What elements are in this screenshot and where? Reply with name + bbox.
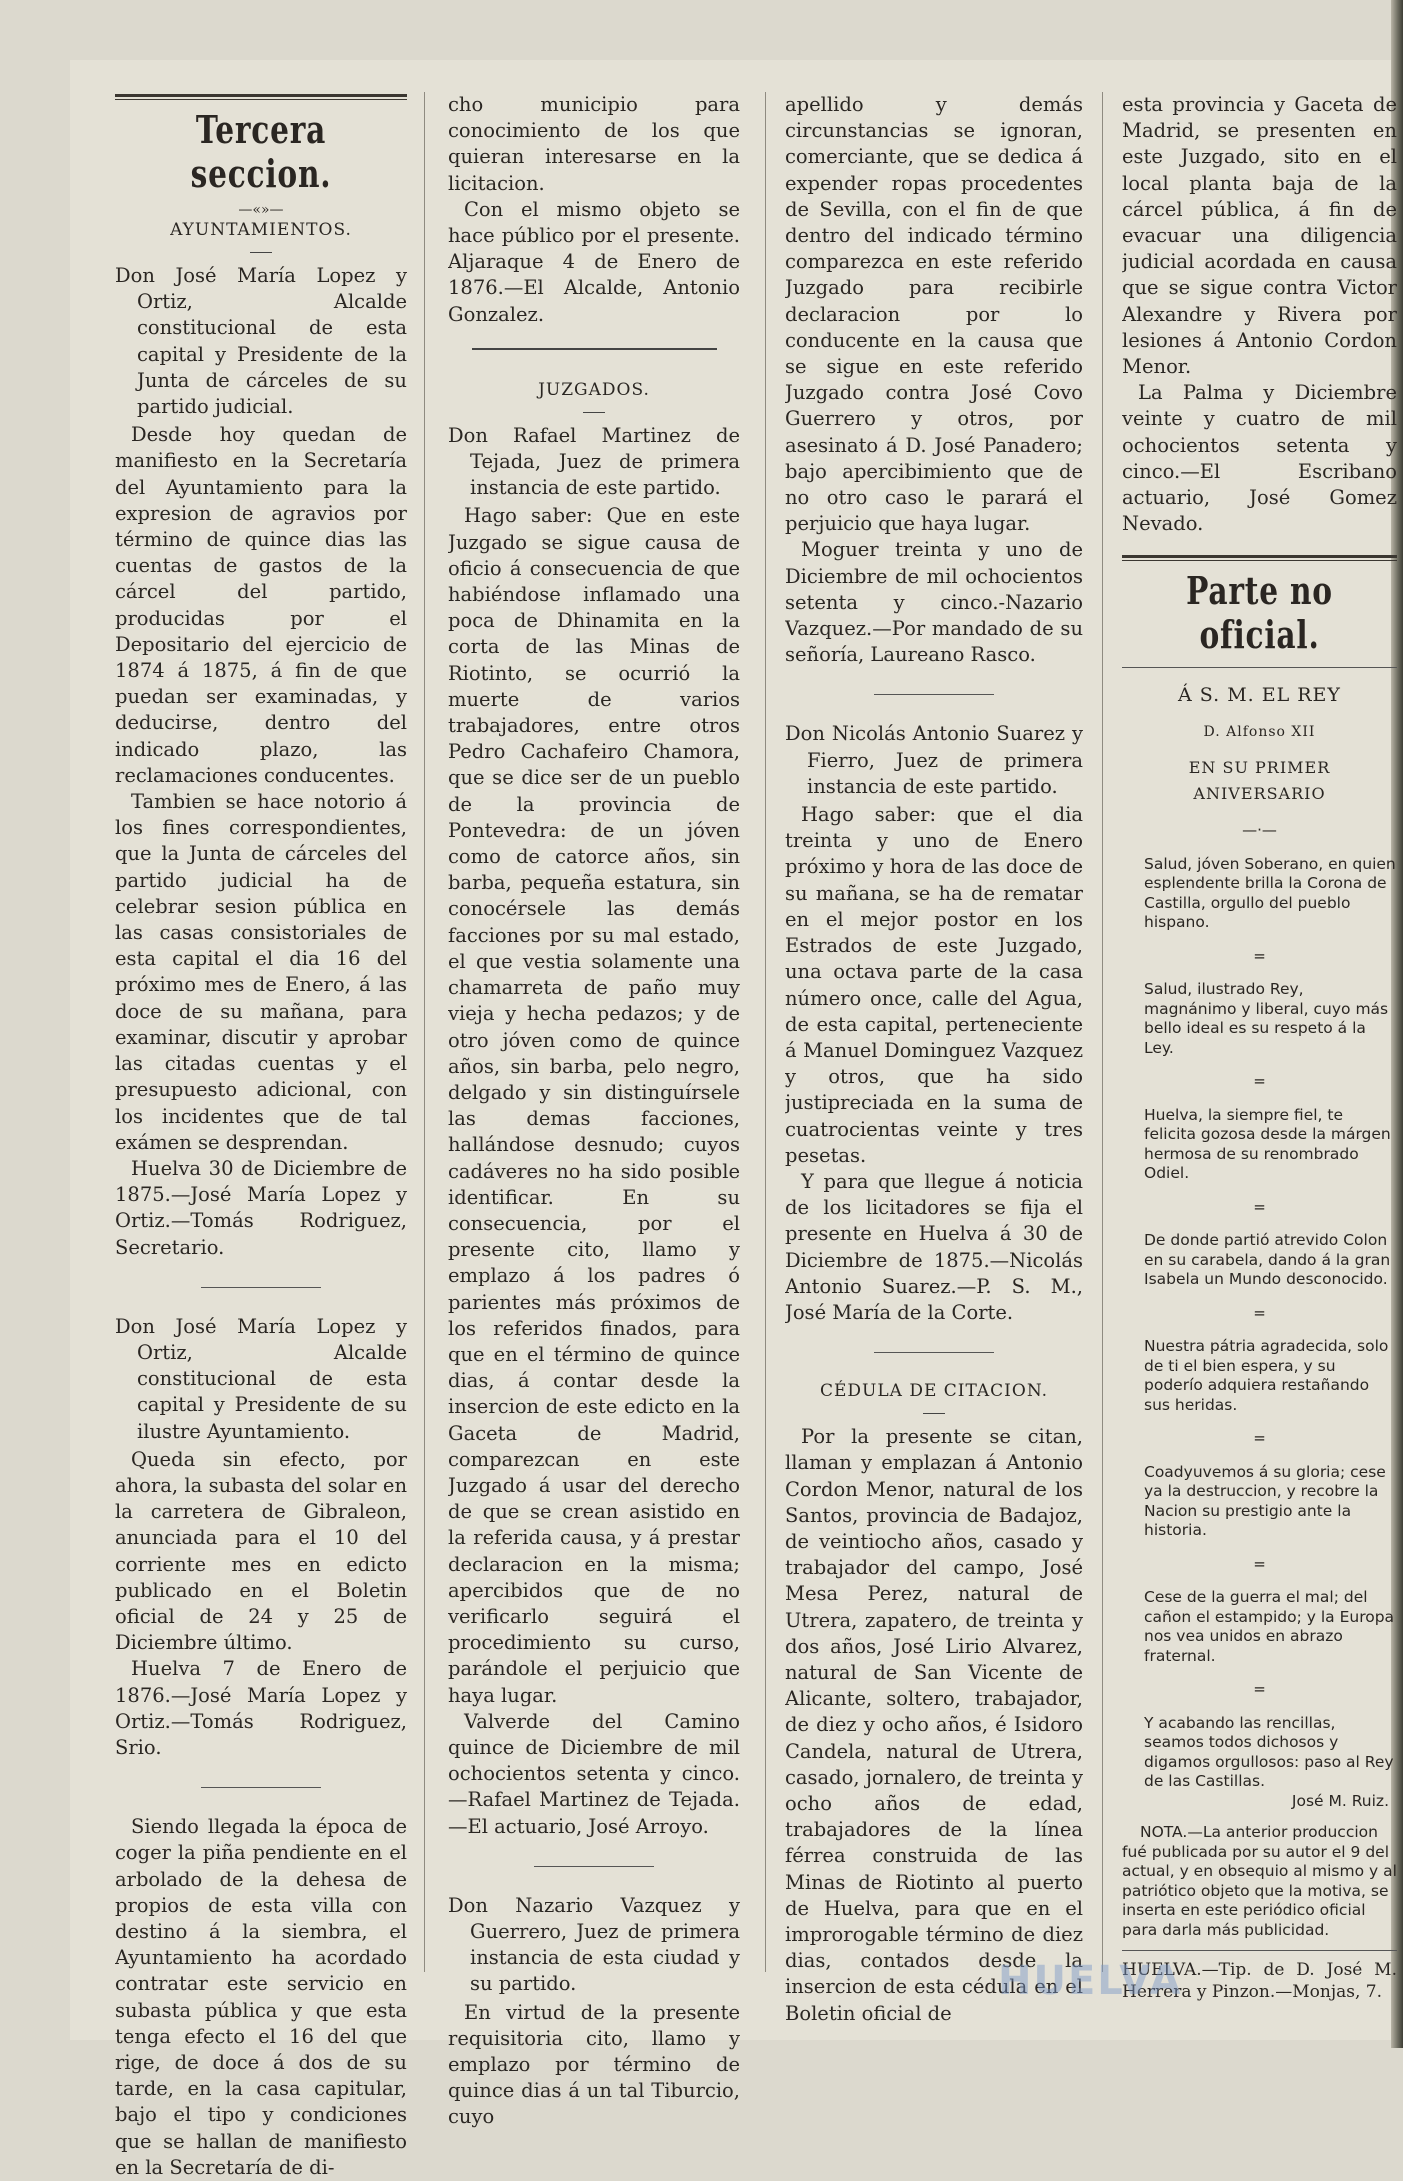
poem-stanza: Salud, jóven Soberano, en quien esplendente brilla la Corona de Castilla, orgullo del pueblo hispano. bbox=[1144, 854, 1396, 932]
divider bbox=[472, 348, 717, 350]
stanza-separator: = bbox=[1253, 946, 1266, 965]
poem-stanza: Cese de la guerra el mal; del cañon el estampido; y la Europa nos vea unidos en abrazo fraternal. bbox=[1144, 1588, 1395, 1665]
edict-heading: Don Nicolás Antonio Suarez y Fierro, Juez de primera instancia de este partido. bbox=[785, 722, 1083, 798]
paragraph: Por la presente se citan, llaman y emplazan á Antonio Cordon Menor, natural de los Santos, provincia de Badajoz, de veintiocho años, casado y trabajador del campo, José Mesa Perez, natural de Utrera, zapatero, de treinta y dos años, José Lirio Alvarez, natural de San Vicente de Alicante, soltero, trabajador, de diez y ocho años, é Isidoro Candela, natural de Utrera, casado, jornalero, de treinta y ocho años de edad, trabajadores de la línea férrea construida de las Minas de Riotinto al puerto de Huelva, para que en el improrogable término de diez dias, contados desde la insercion de esta cédula en el Boletin oficial de bbox=[785, 1425, 1083, 2025]
paragraph: La Palma y Diciembre veinte y cuatro de mil ochocientos setenta y cinco.—El Escribano actuario, José Gomez Nevado. bbox=[1122, 381, 1397, 536]
divider bbox=[201, 1287, 321, 1288]
edict-heading: Don Nazario Vazquez y Guerrero, Juez de primera instancia de esta ciudad y su partido. bbox=[448, 1893, 740, 1996]
paragraph: esta provincia y Gaceta de Madrid, se presenten en este Juzgado, sito en el local planta baja de la cárcel pública, á fin de evacuar una diligencia judicial acordada en causa que se sigue contra Victor Alexandre y Rivera por lesiones á Antonio Cordon Menor. bbox=[1122, 93, 1397, 379]
stanza-separator: = bbox=[1253, 1197, 1266, 1216]
stanza-separator: = bbox=[1253, 1680, 1266, 1699]
divider bbox=[201, 1787, 321, 1788]
section-title: Tercera seccion. bbox=[190, 107, 332, 196]
divider bbox=[874, 694, 994, 695]
paragraph: Desde hoy quedan de manifiesto en la Secretaría del Ayuntamiento para la expresion de agravios por término de quince dias las cuentas de gastos de la cárcel del partido, producidas por el Depositario del ejercicio de 1874 á 1875, á fin de que puedan ser examinadas, y deducirse, dentro del indicado plazo, las reclamaciones conducentes. bbox=[115, 423, 407, 787]
dedication-line: D. Alfonso XII bbox=[1203, 723, 1316, 740]
paragraph: Huelva 30 de Diciembre de 1875.—José María Lopez y Ortiz.—Tomás Rodriguez, Secretario. bbox=[115, 1156, 407, 1259]
column-2 bbox=[448, 92, 740, 2131]
paragraph: Tambien se hace notorio á los fines correspondientes, que la Junta de cárceles del partido judicial ha de celebrar sesion pública en las casas consistoriales de esta capital el dia 16 del próximo mes de Enero, á las doce de su mañana, para examinar, discutir y aprobar las citadas cuentas y el presupuesto adicional, con los incidentes que de tal exámen se desprendan. bbox=[115, 790, 407, 1154]
divider bbox=[923, 1413, 945, 1414]
stanza-separator: = bbox=[1253, 1429, 1266, 1448]
poem-stanza: Salud, ilustrado Rey, magnánimo y liberal, cuyo más bello ideal es su respeto á la Ley. bbox=[1144, 980, 1389, 1057]
paragraph: Hago saber: Que en este Juzgado se sigue causa de oficio á consecuencia de que habiéndose inflamado una poca de Dhinamita en la corta de las Minas de Riotinto, se ocurrió la muerte de varios trabajadores, entre otros Pedro Cachafeiro Chamora, que se dice ser de un pueblo de la provincia de Pontevedra: de un jóven como de catorce años, sin barba, pequeña estatura, sin conocérsele las demás facciones por su mal estado, el que vestia solamente una chamarreta de paño muy vieja y hecha pedazos; y de otro jóven como de quince años, sin barba, pelo negro, delgado y sin distinguírsele las demas facciones, hallándose desnudo; cuyos cadáveres no ha sido posible identificar. En su consecuencia, por el presente cito, llamo y emplazo á los padres ó parientes más próximos de los referidos finados, para que en el término de quince dias, á contar desde la insercion de este edicto en la Gaceta de Madrid, comparezcan en este Juzgado á usar del derecho de que se crean asistido en la referida causa, y á prestar declaracion en la misma; apercibidos que de no verificarlo seguirá el procedimiento su curso, parándole el perjuicio que haya lugar. bbox=[448, 504, 740, 1707]
paragraph: Con el mismo objeto se hace público por el presente. Aljaraque 4 de Enero de 1876.—El Alcalde, Antonio Gonzalez. bbox=[448, 197, 740, 326]
note: NOTA.—La anterior produccion fué publicada por su autor el 9 del actual, y en obsequio al mismo y al patriótico objeto que la motiva, se inserta en este periódico oficial para darla más publicidad. bbox=[1122, 1823, 1397, 1939]
stanza-separator: —·— bbox=[1242, 821, 1277, 840]
section-heading: JUZGADOS. bbox=[538, 379, 650, 400]
divider bbox=[1122, 1950, 1397, 1951]
title-rule bbox=[1122, 555, 1397, 561]
paragraph: cho municipio para conocimiento de los que quieran interesarse en la licitacion. bbox=[448, 93, 740, 195]
paragraph: Valverde del Camino quince de Diciembre de mil ochocientos setenta y cinco.—Rafael Martinez de Tejada.—El actuario, José Arroyo. bbox=[448, 1709, 740, 1838]
paragraph: Huelva 7 de Enero de 1876.—José María Lopez y Ortiz.—Tomás Rodriguez, Srio. bbox=[115, 1657, 407, 1759]
column-rule bbox=[765, 92, 766, 1972]
poem-stanza: De donde partió atrevido Colon en su carabela, dando á la gran Isabela un Mundo desconocido. bbox=[1144, 1231, 1391, 1289]
paragraph: Y para que llegue á noticia de los licitadores se fija el presente en Huelva á 30 de Diciembre de 1875.—Nicolás Antonio Suarez.—P. S. M., José María de la Corte. bbox=[785, 1169, 1083, 1324]
column-3 bbox=[785, 92, 1083, 2027]
watermark-logo: HUELVA bbox=[998, 1958, 1183, 2004]
section-heading: CÉDULA DE CITACION. bbox=[819, 1381, 1049, 1402]
divider bbox=[874, 1352, 994, 1353]
column-1 bbox=[115, 92, 407, 2181]
paragraph: Hago saber: que el dia treinta y uno de Enero próximo y hora de las doce de su mañana, se ha de rematar en el mejor postor en los Estrados de este Juzgado, una octava parte de la casa número once, calle del Agua, de esta capital, perteneciente á Manuel Dominguez Vazquez y otros, que ha sido justipreciada en la suma de cuatrocientas veinte y tres pesetas. bbox=[785, 803, 1083, 1167]
paragraph: Queda sin efecto, por ahora, la subasta del solar en la carretera de Gibraleon, anunciada para el 10 del corriente mes en edicto publicado en el Boletin oficial de 24 y 25 de Diciembre último. bbox=[115, 1447, 407, 1655]
poem-signature: José M. Ruiz. bbox=[1291, 1791, 1389, 1810]
poem-stanza: Coadyuvemos á su gloria; cese ya la destruccion, y recobre la Nacion su prestigio ante la historia. bbox=[1144, 1462, 1386, 1540]
section-title: Parte no oficial. bbox=[1186, 568, 1333, 658]
stanza-separator: = bbox=[1253, 1072, 1266, 1091]
dedication-line: Á S. M. EL REY bbox=[1178, 684, 1341, 707]
column-rule bbox=[424, 92, 425, 1972]
printer-imprint: HUELVA.—Tip. de D. José M. Herrera y Pinzon.—Monjas, 7. bbox=[1122, 1960, 1397, 2003]
paragraph: En virtud de la presente requisitoria cito, llamo y emplazo por término de quince dias á un tal Tiburcio, cuyo bbox=[448, 2000, 740, 2129]
poem-stanza: Nuestra pátria agradecida, solo de ti el bien espera, y su poderío adquiera restañando sus heridas. bbox=[1144, 1337, 1389, 1414]
paragraph: apellido y demás circunstancias se ignoran, comerciante, que se dedica á expender ropas procedentes de Sevilla, con el fin de que dentro del indicado término comparezca en este referido Juzgado para recibirle declaracion por lo conducente en la causa que se sigue en este referido Juzgado contra José Covo Guerrero y otros, por asesinato á D. José Panadero; bajo apercibimiento que de no otro caso le parará el perjuicio que haya lugar. bbox=[785, 93, 1083, 536]
title-rule bbox=[115, 94, 407, 100]
stanza-separator: = bbox=[1253, 1554, 1266, 1573]
paragraph: Siendo llegada la época de coger la piña pendiente en el arbolado de la dehesa de propios de esta villa con destino á la siembra, el Ayuntamiento ha acordado contratar este servicio en subasta pública y que esta tenga efecto el 16 del que rige, de doce á dos de su tarde, en la casa capitular, bajo el tipo y condiciones que se hallan de manifiesto en la Secretaría de di- bbox=[115, 1815, 407, 2179]
poem-stanza: Huelva, la siempre fiel, te felicita gozosa desde la márgen hermosa de su renombrado Odiel. bbox=[1144, 1105, 1391, 1183]
edict-heading: Don José María Lopez y Ortiz, Alcalde constitucional de esta capital y Presidente de su ilustre Ayuntamiento. bbox=[115, 1314, 407, 1443]
stanza-separator: = bbox=[1253, 1303, 1266, 1322]
poem bbox=[1122, 821, 1397, 1940]
poem-stanza: Y acabando las rencillas, seamos todos dichosos y digamos orgullosos: paso al Rey de las Castillas. bbox=[1144, 1713, 1394, 1791]
section-heading: AYUNTAMIENTOS. bbox=[170, 220, 352, 240]
edict-heading: Don Rafael Martinez de Tejada, Juez de primera instancia de este partido. bbox=[448, 423, 740, 500]
paragraph: Moguer treinta y uno de Diciembre de mil ochocientos setenta y cinco.-Nazario Vazquez.—Por mandado de su señoría, Laureano Rasco. bbox=[785, 538, 1083, 667]
dedication-line: EN SU PRIMER ANIVERSARIO bbox=[1188, 757, 1331, 804]
divider bbox=[534, 1866, 654, 1867]
column-4 bbox=[1122, 92, 1397, 2003]
ornament: —«»— bbox=[238, 202, 284, 218]
divider bbox=[583, 412, 605, 413]
edict-heading: Don José María Lopez y Ortiz, Alcalde constitucional de esta capital y Presidente de la Junta de cárceles de su partido judicial. bbox=[115, 264, 407, 419]
divider bbox=[1122, 667, 1397, 668]
divider bbox=[250, 252, 272, 253]
column-rule bbox=[1102, 92, 1103, 1972]
